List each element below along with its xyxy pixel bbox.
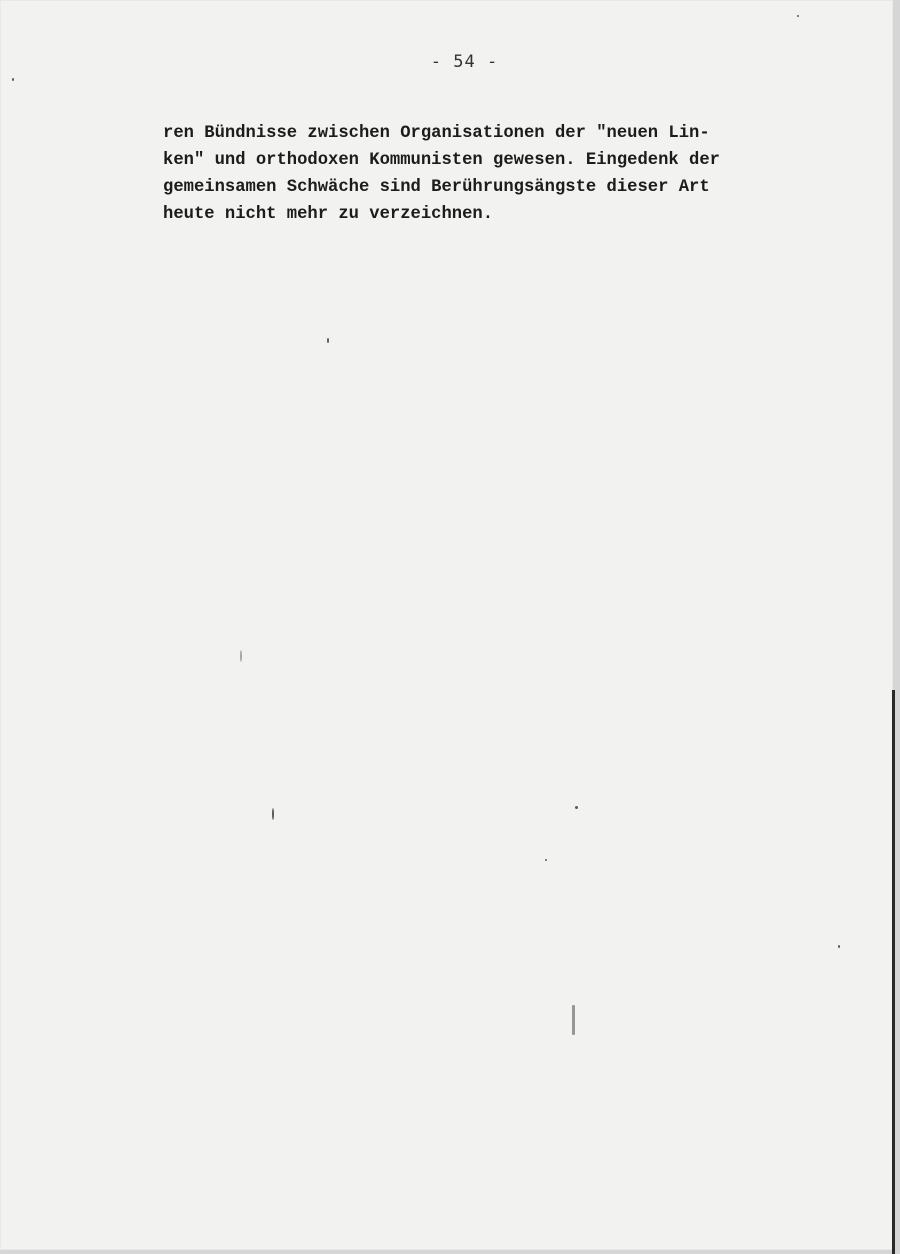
text-line: gemeinsamen Schwäche sind Berührungsängste dieser Art <box>163 178 710 197</box>
scan-speck <box>327 338 329 343</box>
scan-speck <box>572 1005 575 1035</box>
scan-speck <box>545 859 547 861</box>
text-line: ken" und orthodoxen Kommunisten gewesen. Eingedenk der <box>163 151 720 170</box>
scan-speck <box>240 650 242 662</box>
scan-speck <box>838 945 840 948</box>
scan-speck <box>575 806 578 809</box>
scan-speck <box>12 78 14 81</box>
text-line: heute nicht mehr zu verzeichnen. <box>163 205 494 224</box>
body-paragraph <box>163 120 783 228</box>
scan-speck <box>272 808 274 820</box>
scan-edge <box>892 690 895 1254</box>
text-line: ren Bündnisse zwischen Organisationen der "neuen Lin- <box>163 124 710 143</box>
page-number: - 54 - <box>430 52 499 72</box>
scan-speck <box>797 15 799 17</box>
